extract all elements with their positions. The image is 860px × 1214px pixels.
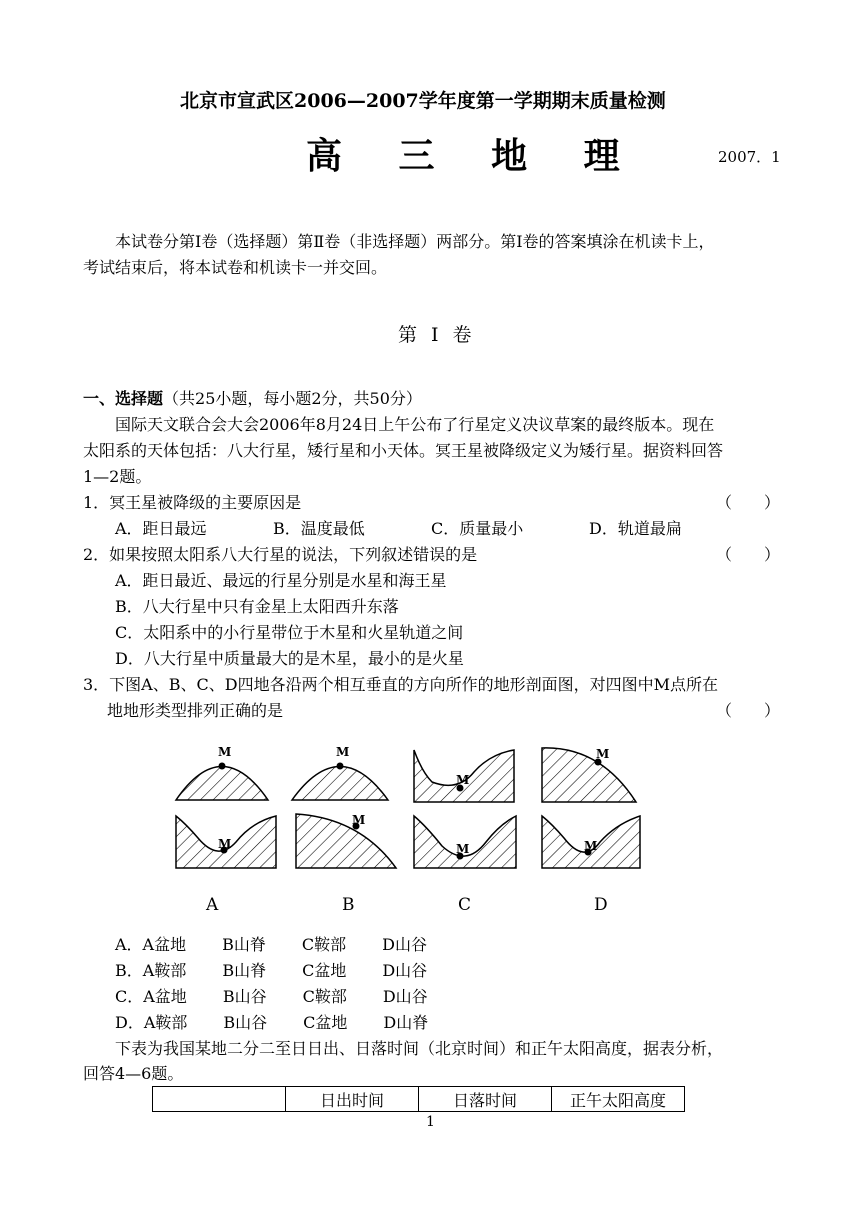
column-label-c: C [458, 895, 472, 915]
question-2-option-a: A．距日最近、最远的行星分别是水星和海王星 [115, 571, 447, 590]
question-1-answer-paren: （ ） [716, 493, 781, 512]
table-intro-line-2: 回答4—6题。 [83, 1064, 184, 1083]
table-intro-line-1: 下表为我国某地二分二至日日出、日落时间（北京时间）和正午太阳高度，据表分析， [115, 1039, 724, 1058]
question-2-option-b: B．八大行星中只有金星上太阳西升东落 [115, 597, 399, 616]
m-point-a-top [219, 763, 226, 770]
table-header-row [153, 1087, 685, 1112]
m-label-b-bottom: M [352, 813, 366, 827]
option-2-b: B山脊 [222, 961, 267, 980]
option-4-a: D．A鞍部 [115, 1013, 188, 1032]
option-1-d: D山谷 [382, 935, 427, 954]
table-header-sunset: 日落时间 [419, 1087, 552, 1112]
section-label: 一、选择题 [83, 389, 164, 408]
question-1-option-b: B．温度最低 [273, 519, 365, 538]
question-1-stem: 1．冥王星被降级的主要原因是 [83, 493, 302, 512]
question-3-stem-line-2: 地地形类型排列正确的是 [107, 701, 284, 720]
option-3-a: C．A盆地 [115, 987, 187, 1006]
option-1-b: B山脊 [222, 935, 266, 954]
option-2-a: B．A鞍部 [115, 961, 187, 980]
question-3-option-3 [115, 984, 428, 1009]
profile-b-top [292, 767, 388, 801]
question-2-option-d: D．八大行星中质量最大的是木星，最小的是火星 [115, 649, 464, 668]
question-3-option-1 [115, 932, 427, 957]
section-heading [83, 386, 422, 409]
question-1-option-c: C．质量最小 [431, 519, 524, 538]
m-label-a-top: M [218, 745, 232, 759]
subject-title: 高 三 地 理 [306, 135, 642, 177]
intro-line-2: 考试结束后，将本试卷和机读卡一并交回。 [83, 258, 388, 277]
profile-a-top [176, 767, 268, 801]
option-3-c: C鞍部 [302, 987, 347, 1006]
m-point-b-top [337, 763, 344, 770]
section-note: （共25小题，每小题2分，共50分） [163, 389, 422, 408]
m-label-c-bottom: M [456, 842, 470, 856]
question-1-option-d: D．轨道最扁 [589, 519, 682, 538]
question-2-answer-paren: （ ） [716, 545, 781, 564]
intro-line-1: 本试卷分第Ⅰ卷（选择题）第Ⅱ卷（非选择题）两部分。第Ⅰ卷的答案填涂在机读卡上， [115, 232, 715, 251]
column-label-d: D [594, 895, 608, 915]
question-2-stem: 2．如果按照太阳系八大行星的说法，下列叙述错误的是 [83, 545, 478, 564]
option-4-b: B山谷 [223, 1013, 268, 1032]
passage-line-3: 1—2题。 [83, 467, 152, 486]
m-label-a-bottom: M [218, 837, 232, 851]
column-label-a: A [206, 895, 219, 915]
m-label-b-top: M [336, 745, 350, 759]
table-header-noon-altitude: 正午太阳高度 [552, 1087, 685, 1112]
table-header-blank [153, 1087, 286, 1112]
question-3-stem-line-1: 3．下图A、B、C、D四地各沿两个相互垂直的方向所作的地形剖面图，对四图中M点所在 [83, 675, 718, 694]
option-2-c: C盆地 [302, 961, 347, 980]
option-1-c: C鞍部 [301, 935, 347, 954]
option-3-d: D山谷 [382, 987, 428, 1006]
option-3-b: B山谷 [222, 987, 267, 1006]
option-4-d: D山脊 [383, 1013, 429, 1032]
option-4-c: C盆地 [303, 1013, 348, 1032]
m-label-d-top: M [596, 747, 610, 761]
passage-line-1: 国际天文联合会大会2006年8月24日上午公布了行星定义决议草案的最终版本。现在 [115, 415, 715, 434]
page-number: 1 [426, 1114, 435, 1130]
question-3-option-2 [115, 958, 427, 983]
volume-title: 第Ⅰ卷 [398, 324, 486, 346]
passage-line-2: 太阳系的天体包括：八大行星，矮行星和小天体。冥王星被降级定义为矮行星。据资料回答 [83, 441, 724, 460]
table-header-sunrise: 日出时间 [286, 1087, 419, 1112]
question-1-option-a: A．距日最远 [115, 519, 207, 538]
m-label-c-top: M [456, 773, 470, 787]
column-label-b: B [342, 895, 355, 915]
m-label-d-bottom: M [584, 839, 598, 853]
question-3-answer-paren: （ ） [716, 701, 781, 720]
sun-data-table [152, 1086, 685, 1112]
option-2-d: D山谷 [382, 961, 428, 980]
exam-title: 北京市宣武区2006—2007学年度第一学期期末质量检测 [180, 90, 666, 112]
profile-b-bottom [296, 814, 396, 868]
question-3-option-4 [115, 1010, 428, 1035]
profile-d-top [542, 748, 636, 802]
terrain-profiles-figure [160, 738, 680, 918]
exam-date: 2007．1 [718, 148, 781, 166]
option-1-a: A．A盆地 [115, 935, 187, 954]
question-2-option-c: C．太阳系中的小行星带位于木星和火星轨道之间 [115, 623, 464, 642]
